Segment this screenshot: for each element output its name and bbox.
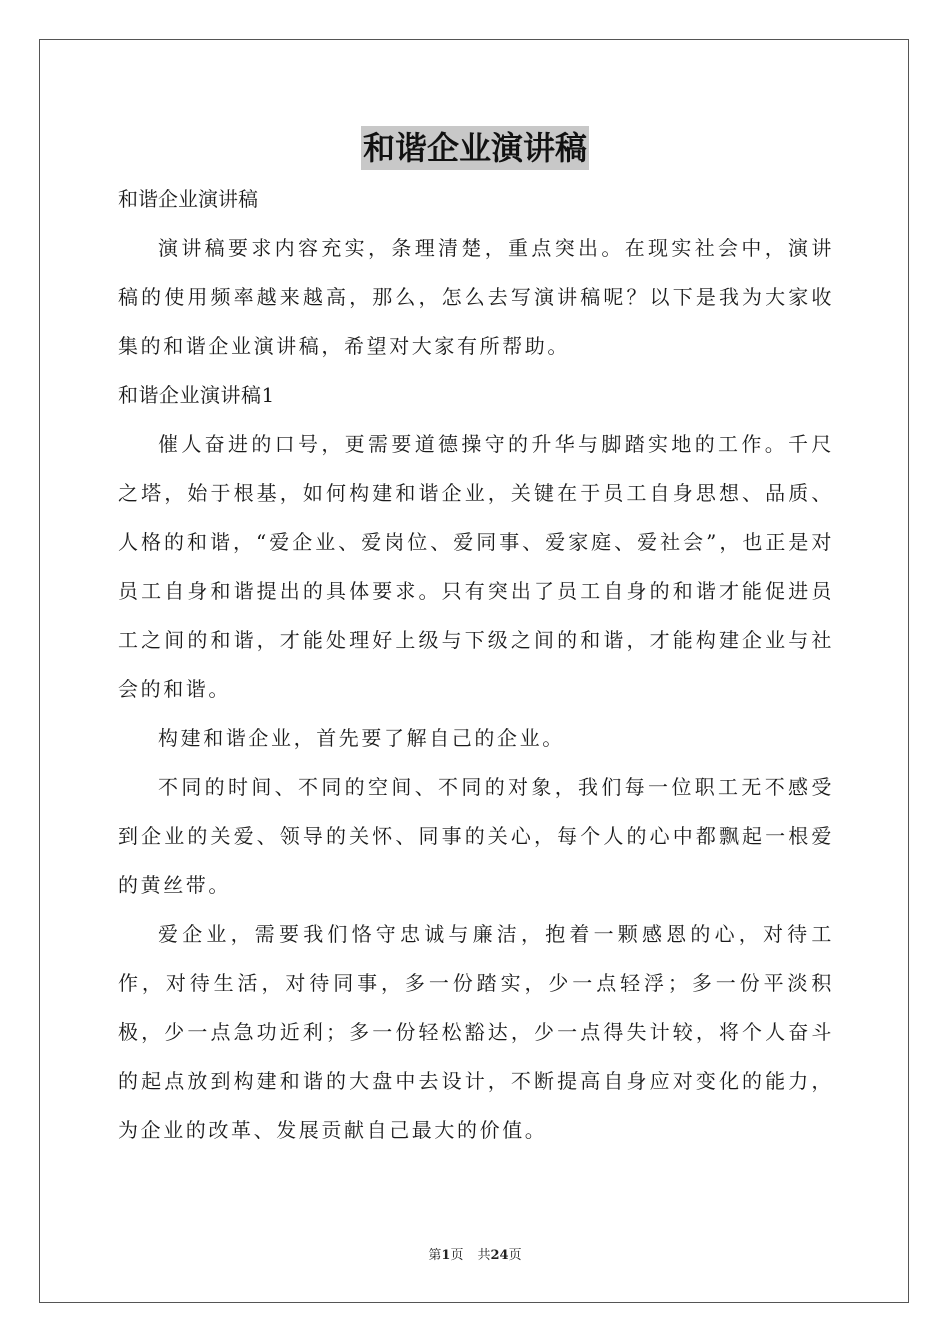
- body-paragraph: 爱企业，需要我们恪守忠诚与廉洁，抱着一颗感恩的心，对待工作，对待生活，对待同事，多一份踏实，少一点轻浮；多一份平淡积极，少一点急功近利；多一份轻松豁达，少一点得失计较，将个人奋斗的起点放到构建和谐的大盘中去设计，不断提高自身应对变化的能力，为企业的改革、发展贡献自己最大的价值。: [118, 922, 834, 1142]
- footer-total-prefix: 共: [477, 1248, 491, 1263]
- footer-page-prefix: 第: [428, 1248, 442, 1263]
- footer-page-suffix: 页: [450, 1248, 464, 1263]
- footer-page-current: 1: [441, 1248, 451, 1263]
- body-paragraph: 不同的时间、不同的空间、不同的对象，我们每一位职工无不感受到企业的关爱、领导的关怀、同事的关心，每个人的心中都飘起一根爱的黄丝带。: [118, 775, 834, 897]
- body-paragraph: 催人奋进的口号，更需要道德操守的升华与脚踏实地的工作。千尺之塔，始于根基，如何构建和谐企业，关键在于员工自身思想、品质、人格的和谐，“爱企业、爱岗位、爱同事、爱家庭、爱社会”，也正是对员工自身和谐提出的具体要求。只有突出了员工自身的和谐才能促进员工之间的和谐，才能处理好上级与下级之间的和谐，才能构建企业与社会的和谐。: [118, 432, 834, 701]
- document-title: 和谐企业演讲稿: [361, 126, 589, 170]
- section-heading: 和谐企业演讲稿1: [118, 383, 275, 407]
- intro-paragraph: 演讲稿要求内容充实，条理清楚，重点突出。在现实社会中，演讲稿的使用频率越来越高，那么，怎么去写演讲稿呢？以下是我为大家收集的和谐企业演讲稿，希望对大家有所帮助。: [118, 236, 834, 358]
- title-wrap: [0, 126, 950, 170]
- document-body: [118, 177, 834, 1155]
- document-subtitle: 和谐企业演讲稿: [118, 187, 258, 211]
- page-footer: [0, 1246, 950, 1266]
- body-paragraph: 构建和谐企业，首先要了解自己的企业。: [158, 726, 565, 750]
- footer-total-suffix: 页: [508, 1248, 522, 1263]
- footer-page-total: 24: [490, 1248, 509, 1263]
